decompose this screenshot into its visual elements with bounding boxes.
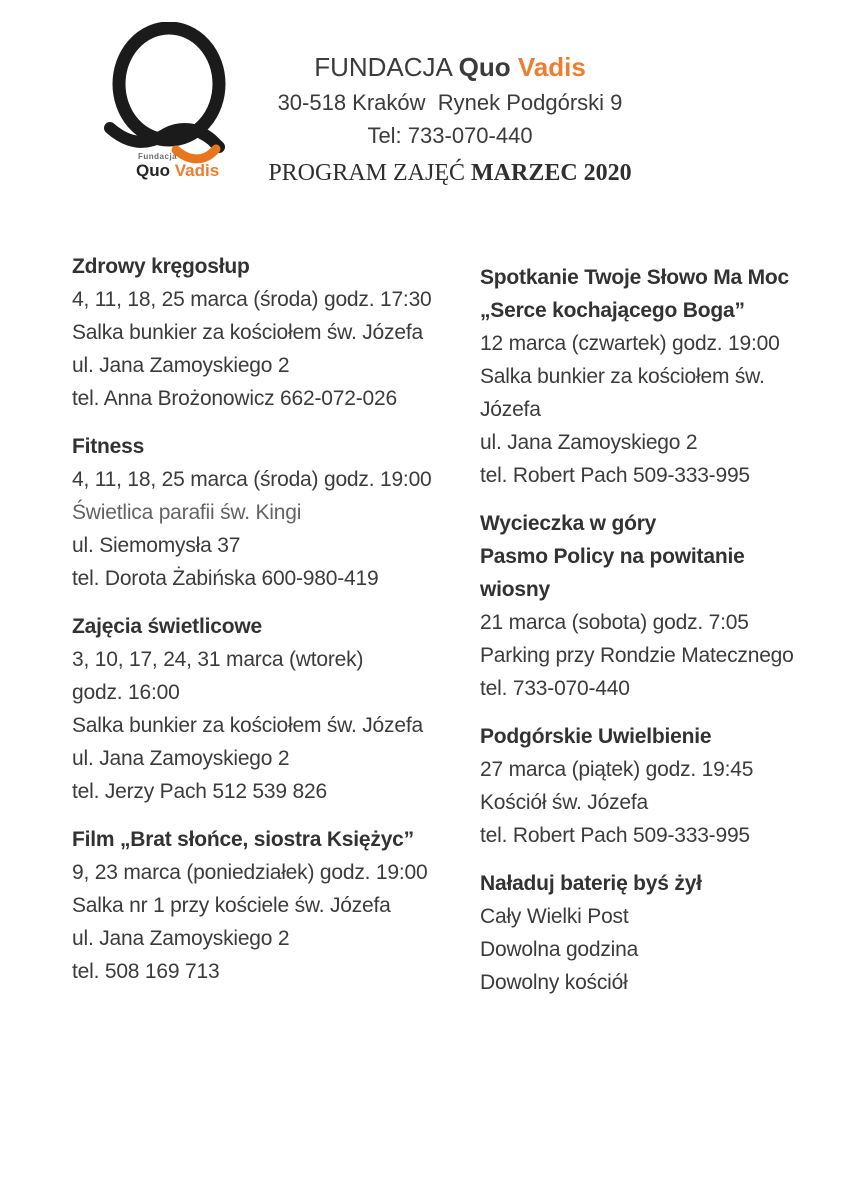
event-detail-line: tel. Jerzy Pach 512 539 826 [72, 780, 327, 803]
event-detail-line: Cały Wielki Post [480, 905, 629, 928]
event-section [480, 507, 830, 705]
event-detail-line: tel. Robert Pach 509-333-995 [480, 824, 750, 847]
event-detail-line: 21 marca (sobota) godz. 7:05 [480, 611, 749, 634]
document-header [240, 52, 660, 197]
event-title: „Serce kochającego Boga” [480, 299, 745, 322]
event-title: Fitness [72, 435, 145, 458]
logo-wordmark [136, 161, 219, 181]
event-detail-line: Dowolna godzina [480, 938, 639, 961]
quo-vadis-logo [102, 22, 242, 187]
event-detail-line: ul. Jana Zamoyskiego 2 [72, 927, 290, 950]
org-prefix: FUNDACJA [314, 52, 459, 82]
org-name-quo: Quo [458, 52, 518, 82]
event-section [72, 250, 472, 415]
event-title: Wycieczka w góry [480, 512, 657, 535]
event-title: Naładuj baterię byś żył [480, 872, 702, 895]
event-title: Zajęcia świetlicowe [72, 615, 262, 638]
logo-quo-label: Quo [136, 161, 170, 180]
event-detail-line: godz. 16:00 [72, 681, 180, 704]
logo-fundacja-label: Fundacja [138, 152, 178, 161]
event-title: Zdrowy kręgosłup [72, 255, 250, 278]
program-title-month: MARZEC 2020 [471, 160, 632, 186]
event-detail-line: tel. 733-070-440 [480, 677, 630, 700]
event-detail-line: ul. Jana Zamoyskiego 2 [480, 431, 698, 454]
event-title: Film „Brat słońce, siostra Księżyc” [72, 828, 414, 851]
org-phone: Tel: 733-070-440 [367, 123, 533, 148]
event-detail-line: ul. Jana Zamoyskiego 2 [72, 354, 290, 377]
event-detail-line: tel. Robert Pach 509-333-995 [480, 464, 750, 487]
event-detail-line: 27 marca (piątek) godz. 19:45 [480, 758, 754, 781]
event-detail-line: Parking przy Rondzie Matecznego [480, 644, 794, 667]
event-title: wiosny [480, 578, 550, 601]
org-name-vadis: Vadis [517, 52, 586, 82]
event-title: Pasmo Policy na powitanie [480, 545, 745, 568]
event-section [72, 430, 472, 595]
event-section [480, 867, 830, 999]
event-detail-line: 12 marca (czwartek) godz. 19:00 [480, 332, 780, 355]
event-title: Spotkanie Twoje Słowo Ma Moc [480, 266, 790, 289]
logo-vadis-label: Vadis [174, 161, 220, 180]
event-detail-line: Salka bunkier za kościołem św. Józefa [72, 321, 423, 344]
event-detail-line: 9, 23 marca (poniedziałek) godz. 19:00 [72, 861, 428, 884]
org-name-line [240, 52, 660, 83]
program-column-right [480, 261, 830, 1014]
event-detail-line: Dowolny kościół [480, 971, 628, 994]
event-detail-line: 4, 11, 18, 25 marca (środa) godz. 19:00 [72, 468, 432, 491]
event-detail-line: Józefa [480, 398, 541, 421]
event-detail-line: 4, 11, 18, 25 marca (środa) godz. 17:30 [72, 288, 432, 311]
event-detail-line: tel. Dorota Żabińska 600-980-419 [72, 567, 379, 590]
event-detail-line: Salka bunkier za kościołem św. Józefa [72, 714, 423, 737]
event-section [480, 261, 830, 492]
event-section [480, 720, 830, 852]
event-detail-line: Salka nr 1 przy kościele św. Józefa [72, 894, 391, 917]
event-detail-line: Salka bunkier za kościołem św. [480, 365, 765, 388]
program-column-left [72, 250, 472, 1003]
program-title [240, 160, 660, 187]
event-detail-line: Świetlica parafii św. Kingi [72, 501, 302, 524]
event-section [72, 610, 472, 808]
event-detail-line: tel. Anna Brożonowicz 662-072-026 [72, 387, 397, 410]
event-detail-line: ul. Siemomysła 37 [72, 534, 241, 557]
event-detail-line: 3, 10, 17, 24, 31 marca (wtorek) [72, 648, 364, 671]
event-detail-line: ul. Jana Zamoyskiego 2 [72, 747, 290, 770]
event-section [72, 823, 472, 988]
program-title-regular: PROGRAM ZAJĘĆ [268, 160, 472, 186]
event-title: Podgórskie Uwielbienie [480, 725, 712, 748]
org-address: 30-518 Kraków Rynek Podgórski 9 [277, 90, 623, 115]
event-detail-line: tel. 508 169 713 [72, 960, 220, 983]
event-detail-line: Kościół św. Józefa [480, 791, 648, 814]
